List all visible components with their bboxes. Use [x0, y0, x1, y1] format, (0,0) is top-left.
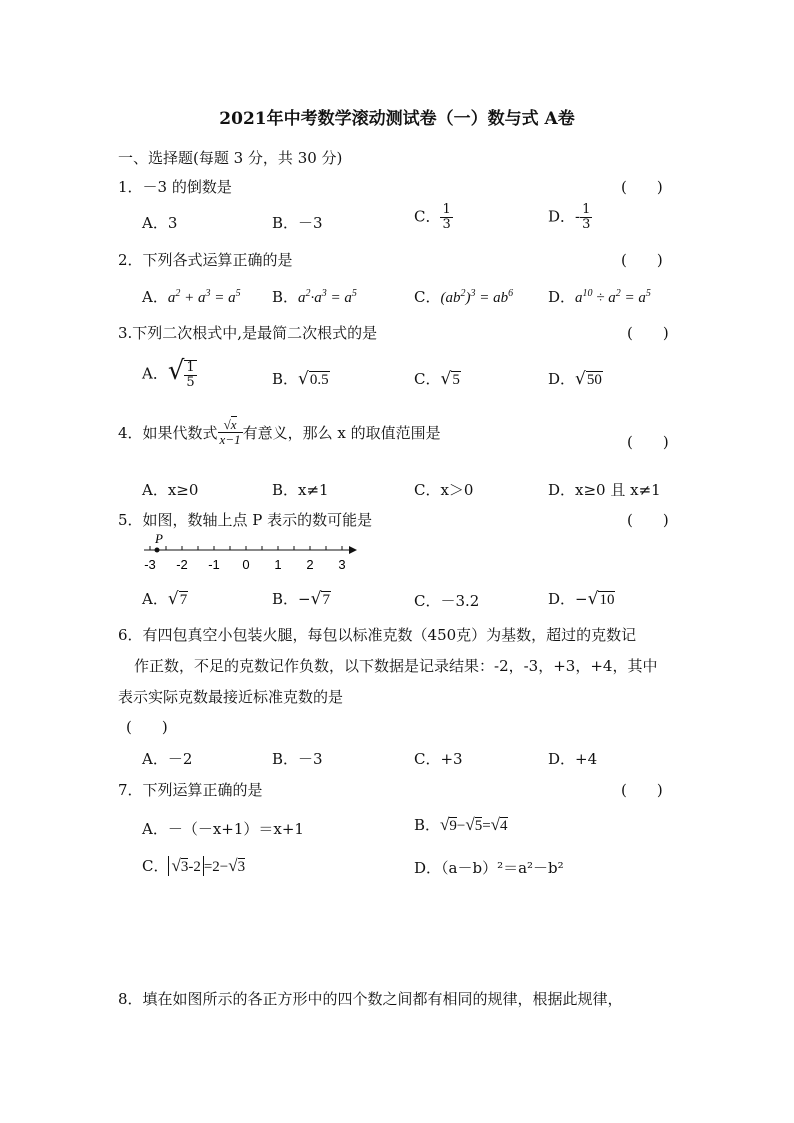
q3-option-d-label: D．	[548, 370, 576, 388]
question-8-stem: 8．填在如图所示的各正方形中的四个数之间都有相同的规律，根据此规律，	[118, 990, 623, 1008]
question-6-line-2: 作正数，不足的克数记作负数，以下数据是记录结果：-2，-3，+3，+4，其中	[134, 657, 658, 675]
question-6-line-3: 表示实际克数最接近标准克数的是	[118, 688, 344, 706]
q3-option-b-sqrt: √0.5	[298, 369, 329, 389]
q4-option-c[interactable]: C．x＞0	[414, 481, 474, 499]
q2-option-b-label: B．	[272, 288, 299, 306]
q7-option-b-label: B．	[414, 816, 441, 834]
q7-option-c[interactable]	[142, 855, 245, 876]
q1-option-d-label: D．	[548, 207, 576, 226]
q7-option-b[interactable]	[414, 814, 508, 835]
number-line-arrow	[349, 546, 357, 554]
number-line-tick-label: -1	[208, 557, 220, 572]
q5-option-d-label: D．	[548, 590, 576, 608]
number-line-tick-label: 0	[242, 557, 250, 572]
q1-option-d[interactable]	[548, 203, 592, 232]
q7-option-a[interactable]: A．－（－x+1）＝x+1	[142, 820, 304, 838]
q6-option-b[interactable]: B．－3	[272, 750, 323, 768]
answer-paren-2[interactable]: ( )	[621, 251, 663, 269]
answer-paren-6[interactable]: ( )	[126, 718, 168, 736]
question-6-line-1: 6．有四包真空小包装火腿，每包以标准克数（450克）为基数，超过的克数记	[118, 626, 637, 644]
q5-option-b-sqrt: √7	[310, 589, 330, 609]
q5-option-a-label: A．	[142, 590, 168, 608]
question-4-stem	[118, 418, 441, 447]
q2-option-d-label: D．	[548, 288, 576, 306]
number-line-tick-label: 2	[306, 557, 314, 572]
point-p-label: P	[155, 532, 163, 546]
q1-option-c-fraction: $\frac{1}{3}$	[442, 202, 451, 232]
q1-option-a[interactable]: A．3	[142, 214, 178, 232]
q1-option-b[interactable]: B．－3	[272, 214, 323, 232]
number-line-tick-label: -3	[144, 557, 156, 572]
answer-paren-4[interactable]: ( )	[627, 433, 669, 451]
answer-paren-1[interactable]: ( )	[621, 178, 663, 196]
q5-option-d-sqrt: √10	[587, 589, 615, 609]
question-2-stem: 2．下列各式运算正确的是	[118, 251, 293, 269]
q3-option-a-sqrt: √ $\frac{1}{5}$	[167, 356, 195, 390]
q2-option-a-label: A．	[142, 288, 168, 306]
q7-option-c-expr: √3-2 =2−√3	[168, 859, 245, 875]
number-line-tick-label: 3	[338, 557, 346, 572]
q3-option-a[interactable]	[142, 356, 197, 390]
q1-option-d-fraction: $\frac{1}{3}$	[582, 202, 591, 232]
q5-option-b[interactable]	[272, 588, 331, 609]
answer-paren-7[interactable]: ( )	[621, 781, 663, 799]
number-line	[134, 532, 364, 574]
q3-option-c[interactable]	[414, 368, 461, 389]
q7-option-d[interactable]: D．（a－b）²＝a²－b²	[414, 859, 564, 877]
answer-paren-5[interactable]: ( )	[627, 511, 669, 529]
q2-option-d-expr: $a^{10} \div a^2 = a^5$	[575, 288, 651, 306]
q2-option-c-expr: $(ab^2)^3 = ab^6$	[440, 288, 514, 306]
q2-option-b[interactable]	[272, 286, 357, 307]
q6-option-c[interactable]: C．+3	[414, 750, 463, 768]
q6-option-a[interactable]: A．－2	[142, 750, 193, 768]
q4-option-b[interactable]: B．x≠1	[272, 481, 329, 499]
number-line-tick-label: 1	[274, 557, 282, 572]
q4-fraction: $\frac{√x}{x-1}$	[219, 417, 241, 447]
number-line-tick-label: -2	[176, 557, 188, 572]
section-heading: 一、选择题(每题 3 分，共 30 分)	[118, 149, 343, 167]
q7-option-c-label: C．	[142, 857, 169, 875]
question-5-stem: 5．如图，数轴上点 P 表示的数可能是	[118, 511, 373, 529]
q3-option-b[interactable]	[272, 368, 330, 389]
q2-option-d[interactable]	[548, 286, 651, 307]
q4-stem-pre: 4．如果代数式	[118, 424, 218, 442]
q1-option-c-label: C．	[414, 207, 441, 226]
q5-option-d-sign: −	[575, 590, 588, 608]
q1-option-d-sign: -	[575, 207, 581, 226]
q7-option-b-expr: √9−√5=√4	[440, 815, 508, 834]
q3-option-d-sqrt: √50	[575, 369, 602, 389]
q4-option-d[interactable]: D．x≥0 且 x≠1	[548, 481, 661, 499]
q2-option-a[interactable]	[142, 286, 241, 307]
q3-option-c-label: C．	[414, 370, 441, 388]
q6-option-d[interactable]: D．+4	[548, 750, 598, 768]
q5-option-c[interactable]: C．－3.2	[414, 592, 480, 610]
q4-option-a[interactable]: A．x≥0	[142, 481, 199, 499]
q1-option-c[interactable]	[414, 203, 453, 232]
point-p-marker	[155, 548, 160, 553]
question-3-stem: 3.下列二次根式中,是最简二次根式的是	[118, 324, 378, 342]
question-7-stem: 7．下列运算正确的是	[118, 781, 263, 799]
q4-stem-post: 有意义，那么 x 的取值范围是	[242, 424, 441, 442]
q3-option-b-label: B．	[272, 370, 299, 388]
q2-option-b-expr: $a^2\cdot a^3 = a^5$	[298, 288, 357, 306]
question-1-stem: 1．－3 的倒数是	[118, 178, 232, 196]
q2-option-c[interactable]	[414, 286, 513, 307]
answer-paren-3[interactable]: ( )	[627, 324, 669, 342]
q5-option-a-sqrt: √7	[167, 589, 188, 609]
q5-option-a[interactable]	[142, 588, 188, 609]
q5-option-d[interactable]	[548, 588, 615, 609]
q5-option-b-sign: −	[298, 590, 311, 608]
q3-option-d[interactable]	[548, 368, 603, 389]
q3-option-c-sqrt: √5	[440, 369, 460, 389]
q3-option-a-label: A．	[142, 364, 168, 383]
q2-option-c-label: C．	[414, 288, 441, 306]
q2-option-a-expr: $a^2 + a^3 = a^5$	[167, 288, 241, 306]
q5-option-b-label: B．	[272, 590, 299, 608]
page-title: 2021年中考数学滚动测试卷（一）数与式 A卷	[219, 109, 575, 129]
